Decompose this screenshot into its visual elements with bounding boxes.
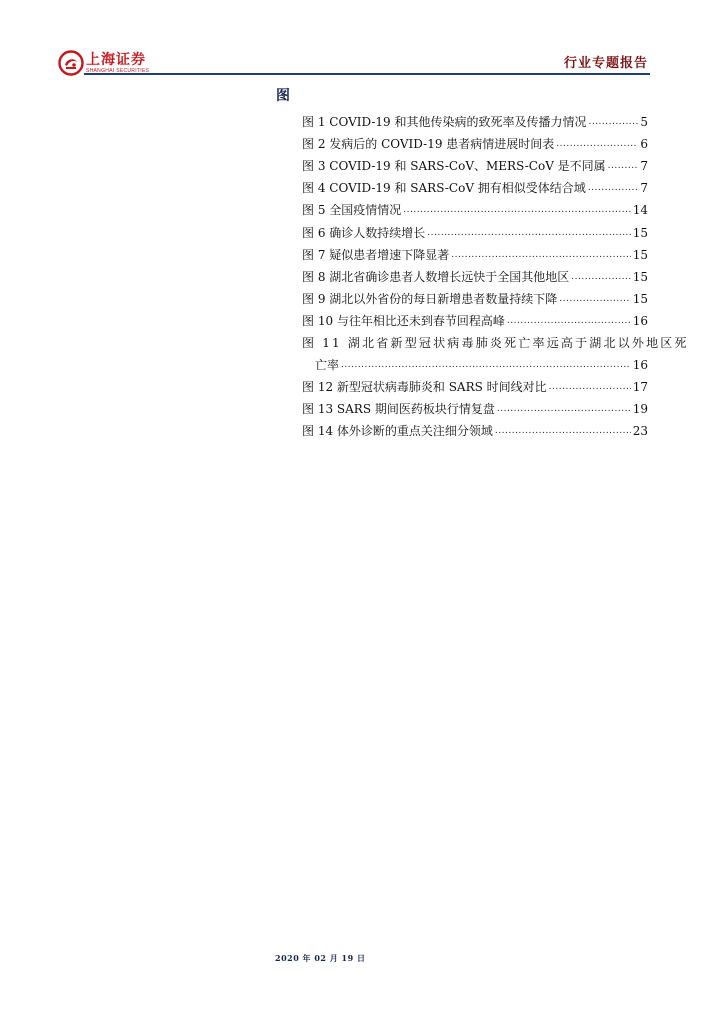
dot-leader [608, 158, 639, 174]
report-type-label: 行业专题报告 [563, 56, 648, 71]
toc-entry-title: 图 13 SARS 期间医药板块行情复盘 [302, 402, 495, 417]
dot-leader [549, 379, 631, 395]
dot-leader [403, 202, 630, 218]
toc-entry-page: 16 [632, 313, 648, 328]
toc-entry-title: 图 14 体外诊断的重点关注细分领域 [302, 424, 493, 439]
report-date: 2020 年 02 月 19 日 [275, 953, 366, 963]
toc-entry-title: 图 8 湖北省确诊患者人数增长远快于全国其他地区 [302, 269, 570, 284]
toc-entry[interactable] [302, 108, 648, 130]
toc-entry-title: 图 2 发病后的 COVID-19 患者病情进展时间表 [302, 137, 555, 152]
toc-entry-title: 图 10 与往年相比还未到春节回程高峰 [302, 313, 505, 328]
logo-text-cn: 上海证券 [86, 51, 146, 68]
toc-entry-page: 15 [632, 291, 648, 306]
dot-leader [556, 136, 638, 152]
toc-entry-title: 图 12 新型冠状病毒肺炎和 SARS 时间线对比 [302, 380, 547, 395]
toc-entry-page: 15 [632, 225, 648, 240]
toc-entry-page: 19 [632, 402, 648, 417]
toc-entry-title: 图 5 全国疫情情况 [302, 203, 402, 218]
toc-entry-title: 图 3 COVID-19 和 SARS-CoV、MERS-CoV 是不同属 [302, 159, 606, 174]
toc-entry-page: 7 [640, 181, 648, 196]
shanghai-securities-logo-icon [58, 50, 84, 76]
dot-leader [571, 269, 630, 285]
toc-entry[interactable] [302, 285, 648, 307]
toc-entry[interactable] [302, 263, 648, 285]
toc-entry-continuation[interactable] [302, 351, 648, 373]
toc-entry-title: 图 7 疑似患者增速下降显著 [302, 247, 450, 262]
toc-entry-page: 17 [632, 380, 648, 395]
toc-entry[interactable] [302, 152, 648, 174]
toc-entry-page: 15 [632, 269, 648, 284]
toc-entry[interactable] [302, 174, 648, 196]
dot-leader [559, 291, 630, 307]
toc-entry[interactable] [302, 373, 648, 395]
dot-leader [451, 247, 630, 263]
toc-entry-page: 23 [632, 424, 648, 439]
dot-leader [495, 423, 631, 439]
toc-entry[interactable] [302, 395, 648, 417]
toc-entry[interactable] [302, 329, 689, 351]
dot-leader [507, 313, 631, 329]
dot-leader [588, 114, 638, 130]
toc-entry-title: 图 4 COVID-19 和 SARS-CoV 拥有相似受体结合域 [302, 181, 586, 196]
toc-entry-page: 14 [632, 203, 648, 218]
toc-entry[interactable] [302, 417, 648, 439]
toc-entry-page: 15 [632, 247, 648, 262]
toc-title: 图 [276, 88, 290, 104]
dot-leader [497, 401, 631, 417]
toc-entry-page: 5 [640, 115, 648, 130]
toc-entry[interactable] [302, 218, 648, 240]
toc-entry-title: 图 11 湖北省新型冠状病毒肺炎死亡率远高于湖北以外地区死 [302, 336, 689, 351]
toc-entry-title: 图 1 COVID-19 和其他传染病的致死率及传播力情况 [302, 115, 587, 130]
toc-entry[interactable] [302, 241, 648, 263]
dot-leader [427, 225, 630, 241]
toc-entry-page: 16 [632, 358, 648, 373]
toc-entry-title: 亡率 [315, 358, 340, 373]
toc-entry-title: 图 6 确诊人数持续增长 [302, 225, 426, 240]
toc-entry[interactable] [302, 307, 648, 329]
header-divider [84, 73, 650, 75]
dot-leader [341, 357, 631, 373]
figure-index-list [302, 108, 689, 439]
toc-entry-page: 7 [640, 159, 648, 174]
dot-leader [588, 180, 639, 196]
toc-entry[interactable] [302, 196, 648, 218]
toc-entry-page: 6 [640, 137, 648, 152]
logo-text-en: SHANGHAI SECURITIES [86, 67, 150, 74]
toc-entry-title: 图 9 湖北以外省份的每日新增患者数量持续下降 [302, 291, 558, 306]
toc-entry[interactable] [302, 130, 648, 152]
